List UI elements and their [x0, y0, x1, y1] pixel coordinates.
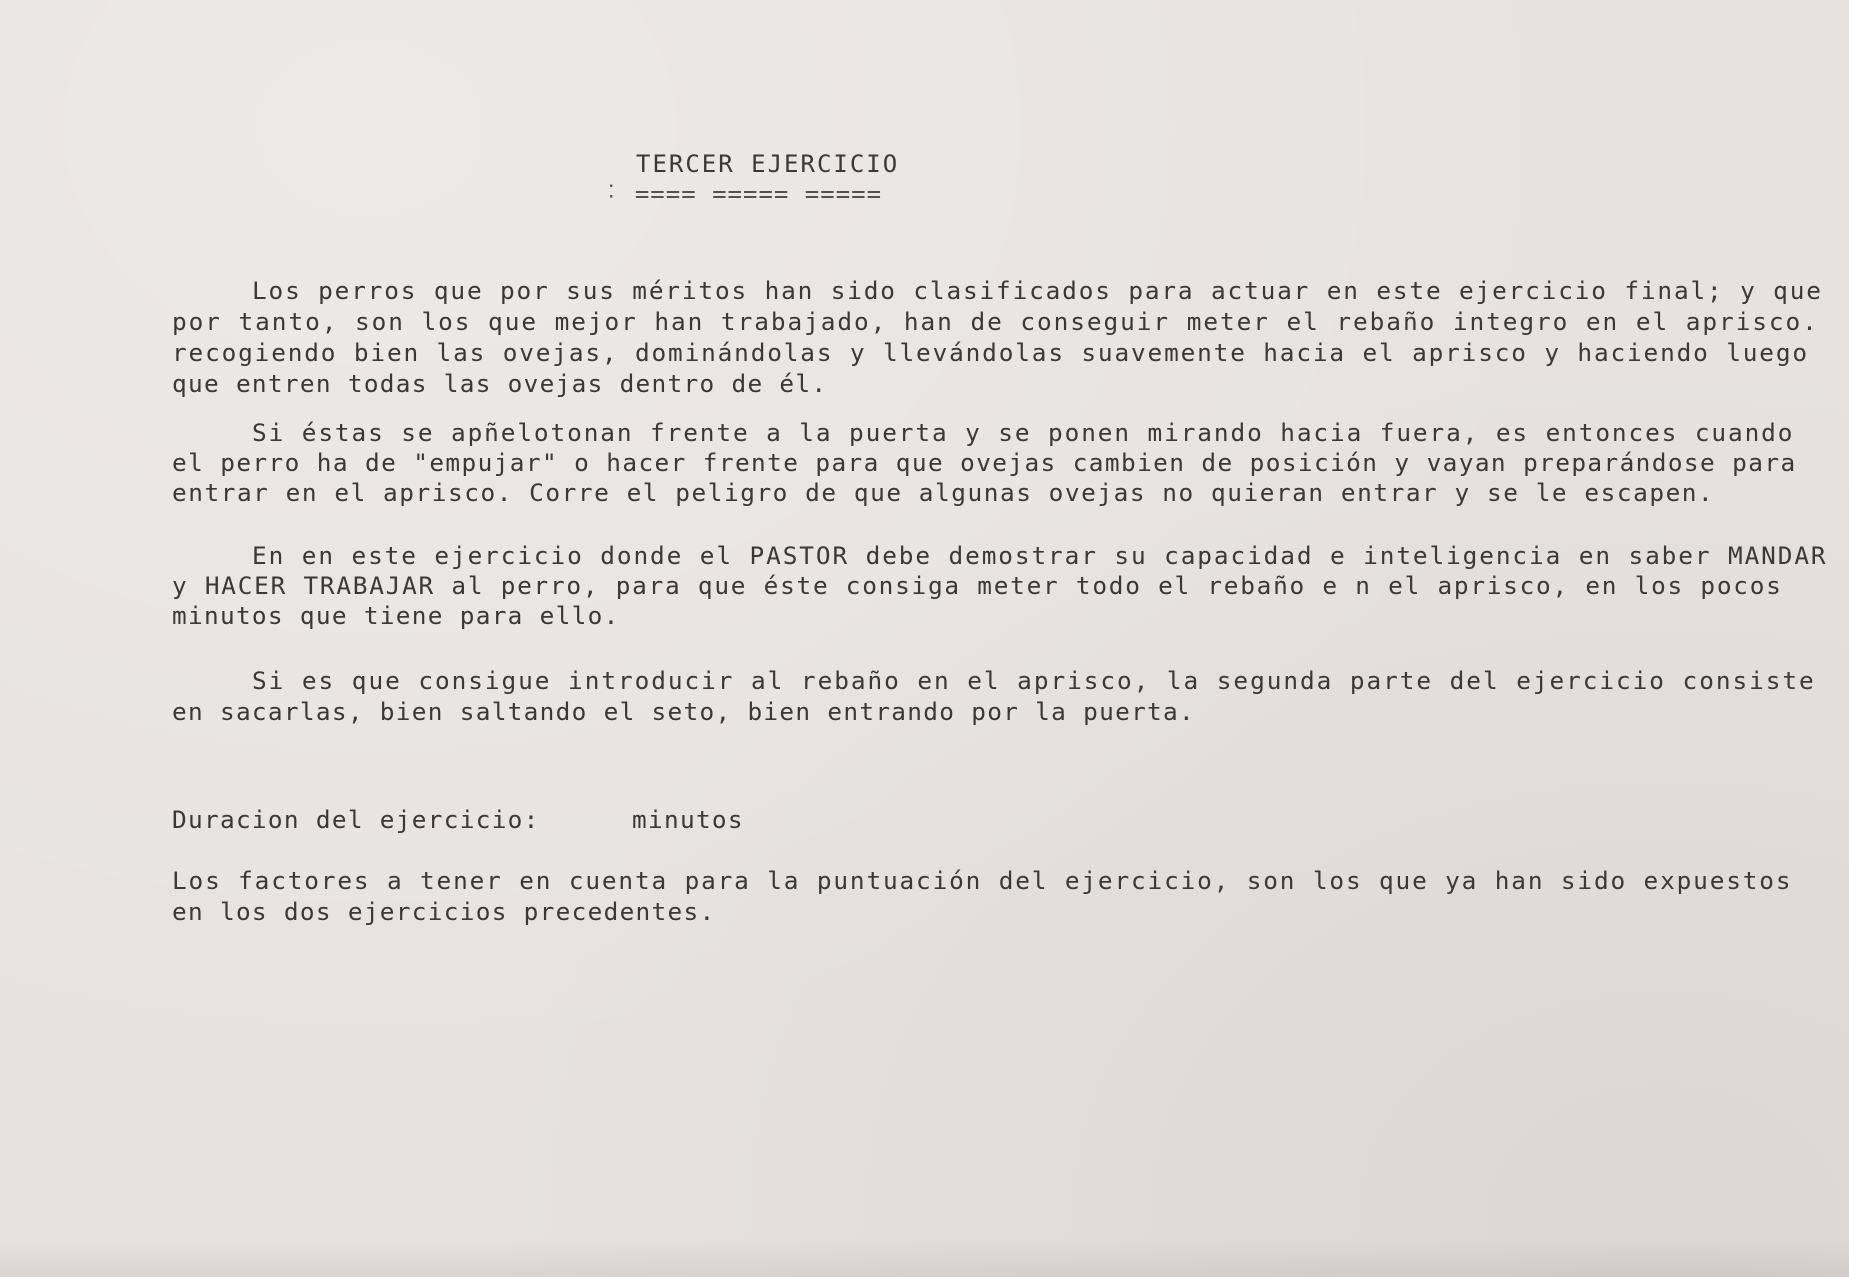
duration-label: Duracion del ejercicio: — [172, 805, 540, 834]
paragraph-line: Si es que consigue introducir al rebaño en el aprisco, la segunda parte del ejercicio consiste — [252, 666, 1816, 695]
paragraph-line: el perro ha de "empujar" o hacer frente para que ovejas cambien de posición y vayan preparándose para — [172, 448, 1797, 477]
paragraph-line: que entren todas las ovejas dentro de él. — [172, 369, 828, 398]
paragraph-line: Los factores a tener en cuenta para la puntuación del ejercicio, son los que ya han sido expuestos — [172, 866, 1793, 895]
paragraph-line: Los perros que por sus méritos han sido clasificados para actuar en este ejercicio final; y que — [252, 276, 1823, 305]
paragraph-line: y HACER TRABAJAR al perro, para que éste consiga meter todo el rebaño e n el aprisco, en los pocos — [172, 571, 1783, 600]
paragraph-line: minutos que tiene para ello. — [172, 601, 620, 630]
paragraph-line: en los dos ejercicios precedentes. — [172, 897, 716, 926]
paragraph-line: Si éstas se apñelotonan frente a la puerta y se ponen mirando hacia fuera, es entonces cuando — [252, 418, 1795, 447]
paragraph-line: por tanto, son los que mejor han trabajado, han de conseguir meter el rebaño integro en el aprisco. — [172, 307, 1819, 336]
paragraph-line: recogiendo bien las ovejas, dominándolas y llevándolas suavemente hacia el aprisco y haciendo luego — [172, 338, 1809, 367]
paragraph-line: en sacarlas, bien saltando el seto, bien entrando por la puerta. — [172, 697, 1196, 726]
paragraph-line: entrar en el aprisco. Corre el peligro de que algunas ovejas no quieran entrar y se le escapen. — [172, 478, 1715, 507]
paragraph-line: En en este ejercicio donde el PASTOR debe demostrar su capacidad e inteligencia en saber MANDAR — [252, 541, 1828, 570]
document-title: TERCER EJERCICIO — [636, 150, 900, 178]
paper-edge-shadow — [0, 1237, 1849, 1277]
title-underline: ˸ ==== ===== ===== — [604, 180, 883, 208]
duration-unit: minutos — [632, 805, 744, 834]
